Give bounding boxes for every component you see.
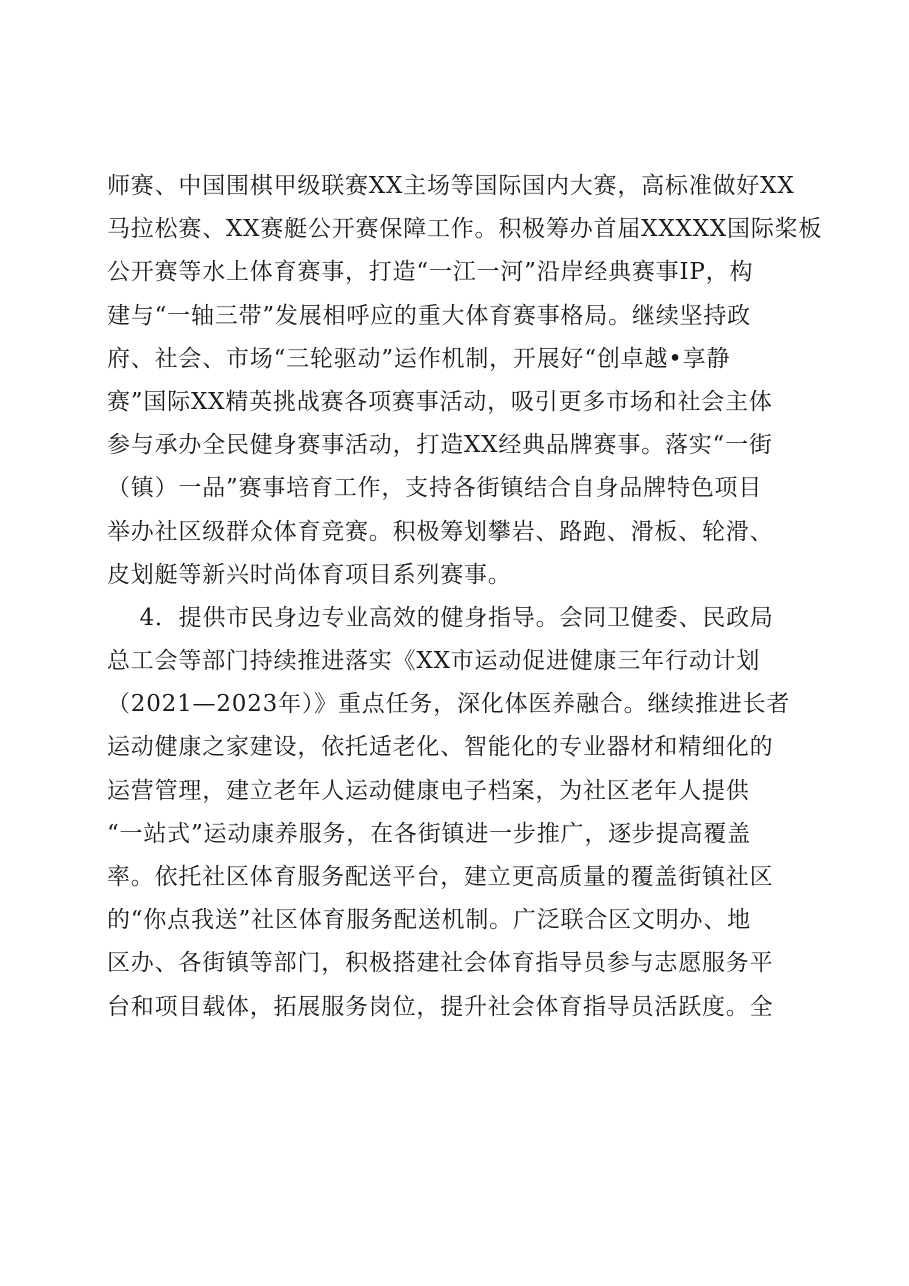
text-line: 建与“一轴三带”发展相呼应的重大体育赛事格局。继续坚持政 (107, 302, 751, 329)
text-line: 运营管理，建立老年人运动健康电子档案，为社区老年人提供 (107, 777, 750, 804)
text-line: 府、社会、市场“三轮驱动”运作机制，开展好“创卓越•享静 (107, 345, 731, 372)
text-line: 举办社区级群众体育竞赛。积极筹划攀岩、路跑、滑板、轮滑、 (107, 518, 774, 545)
text-line: 马拉松赛、XX赛艇公开赛保障工作。积极筹办首届XXXXX国际桨板 (107, 216, 823, 243)
text-line: 区办、各街镇等部门，积极搭建社会体育指导员参与志愿服务平 (107, 950, 774, 977)
text-line: 皮划艇等新兴时尚体育项目系列赛事。 (107, 561, 512, 588)
text-line: 4．提供市民身边专业高效的健身指导。会同卫健委、民政局 (107, 604, 774, 631)
text-line: 赛”国际XX精英挑战赛各项赛事活动，吸引更多市场和社会主体 (107, 388, 773, 415)
text-line: （2021—2023年）》重点任务，深化体医养融合。继续推进长者 (107, 691, 791, 718)
body-text (107, 165, 823, 1029)
text-line: 总工会等部门持续推进落实《XX市运动促进健康三年行动计划 (107, 648, 761, 675)
text-line: 师赛、中国围棋甲级联赛XX主场等国际国内大赛，高标准做好XX (107, 173, 795, 199)
text-line: 台和项目载体，拓展服务岗位，提升社会体育指导员活跃度。全 (107, 993, 774, 1020)
text-line: 公开赛等水上体育赛事，打造“一江一河”沿岸经典赛事IP，构 (107, 259, 754, 286)
text-line: 率。依托社区体育服务配送平台，建立更高质量的覆盖街镇社区 (107, 864, 774, 890)
text-line: 参与承办全民健身赛事活动，打造XX经典品牌赛事。落实“一街 (107, 432, 773, 459)
text-line: “一站式”运动康养服务，在各街镇进一步推广，逐步提高覆盖 (107, 820, 751, 847)
text-line: （镇）一品”赛事培育工作，支持各街镇结合自身品牌特色项目 (107, 475, 763, 502)
text-line: 的“你点我送”社区体育服务配送机制。广泛联合区文明办、地 (107, 907, 751, 934)
text-line: 运动健康之家建设，依托适老化、智能化的专业器材和精细化的 (107, 734, 774, 761)
